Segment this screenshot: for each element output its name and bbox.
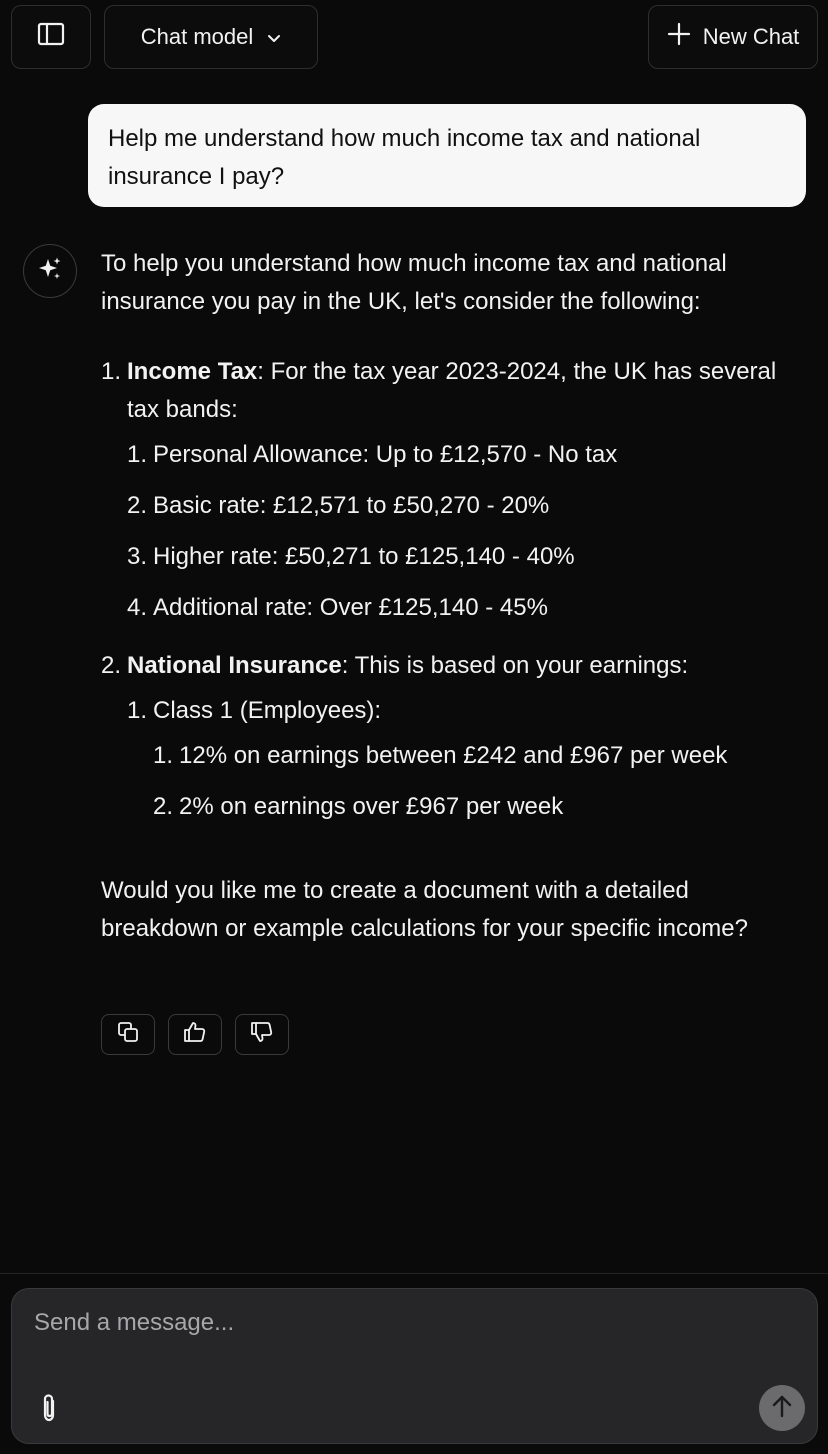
paperclip-icon	[39, 1392, 59, 1429]
list-item	[101, 353, 801, 627]
list-item-text: 2% on earnings over £967 per week	[179, 793, 564, 820]
list-number: 3.	[127, 543, 148, 570]
list-number: 4.	[127, 594, 148, 621]
thumbs-up-button[interactable]	[168, 1014, 222, 1055]
sub-list	[127, 436, 801, 627]
list-item	[127, 589, 801, 627]
list-number: 1.	[127, 441, 148, 468]
list-item	[101, 647, 801, 826]
list-number: 1.	[127, 697, 148, 724]
send-button[interactable]	[759, 1385, 805, 1431]
list-item	[153, 788, 801, 826]
sub-sub-list	[153, 737, 801, 826]
list-item	[127, 692, 801, 826]
assistant-closing: Would you like me to create a document with a detailed breakdown or example calculations for your specific income?	[101, 877, 748, 942]
list-item-text: Additional rate: Over £125,140 - 45%	[153, 594, 548, 621]
chat-header	[0, 0, 828, 76]
list-item	[127, 487, 801, 525]
section-title: Income Tax	[127, 358, 258, 385]
list-item-text: Personal Allowance: Up to £12,570 - No tax	[153, 441, 618, 468]
list-item-text: 12% on earnings between £242 and £967 per week	[179, 742, 728, 769]
sub-list	[127, 692, 801, 826]
section-title: National Insurance	[127, 652, 342, 679]
plus-icon	[667, 22, 691, 52]
thumbs-up-icon	[182, 1020, 208, 1049]
list-number: 2.	[101, 652, 122, 679]
attach-button[interactable]	[36, 1393, 62, 1427]
copy-button[interactable]	[101, 1014, 155, 1055]
list-item	[127, 436, 801, 474]
list-item-text: Basic rate: £12,571 to £50,270 - 20%	[153, 492, 550, 519]
thumbs-down-button[interactable]	[235, 1014, 289, 1055]
model-selector-label: Chat model	[140, 24, 254, 49]
assistant-avatar	[23, 244, 77, 298]
list-number: 1.	[101, 358, 122, 385]
message-input[interactable]	[32, 1303, 792, 1343]
message-actions	[101, 1014, 289, 1055]
list-item	[127, 538, 801, 576]
list-number: 1.	[153, 742, 174, 769]
list-item	[153, 737, 801, 775]
new-chat-label: New Chat	[702, 24, 800, 49]
sidebar-toggle-button[interactable]	[11, 5, 91, 69]
chevron-down-icon	[267, 24, 281, 50]
thumbs-down-icon	[249, 1020, 275, 1049]
copy-icon	[116, 1020, 140, 1049]
message-composer	[11, 1288, 818, 1444]
list-number: 2.	[153, 793, 174, 820]
list-number: 2.	[127, 492, 148, 519]
answer-list	[101, 353, 801, 826]
new-chat-button[interactable]	[648, 5, 818, 69]
user-message-text: Help me understand how much income tax and national insurance I pay?	[108, 125, 701, 190]
model-selector[interactable]	[104, 5, 318, 69]
list-item-text: Class 1 (Employees):	[153, 697, 382, 724]
user-message-bubble	[88, 104, 806, 207]
assistant-intro: To help you understand how much income tax and national insurance you pay in the UK, let's consider the following:	[101, 250, 727, 315]
sidebar-icon	[37, 22, 65, 52]
arrow-up-icon	[768, 1392, 796, 1425]
sparkles-icon	[37, 256, 63, 287]
section-text: : This is based on your earnings:	[341, 652, 689, 679]
list-item-text: Higher rate: £50,271 to £125,140 - 40%	[153, 543, 575, 570]
section-text: : For the tax year 2023-2024, the UK has several tax bands:	[127, 358, 777, 423]
composer-divider	[0, 1273, 828, 1274]
assistant-message	[101, 245, 801, 948]
